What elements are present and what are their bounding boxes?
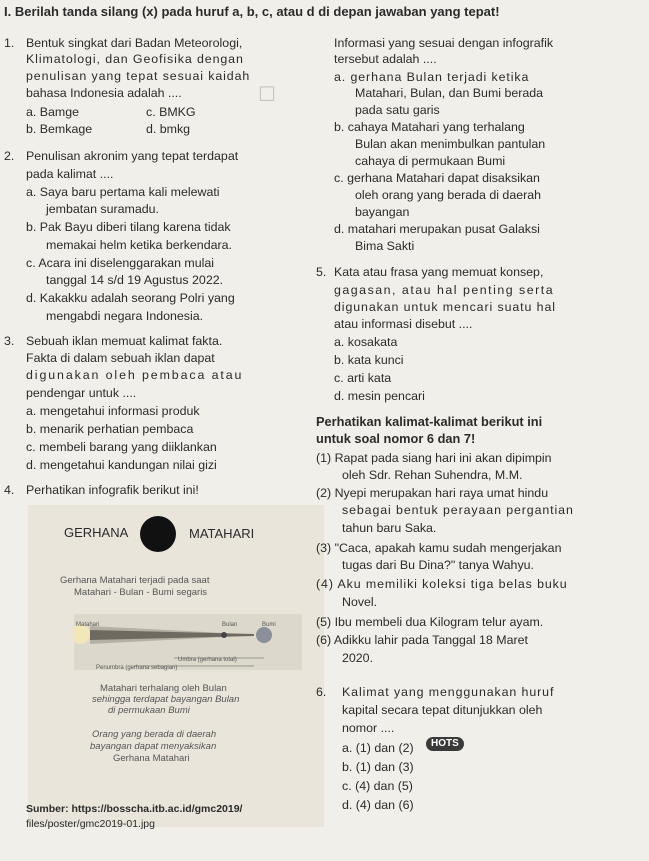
sentence-4-line2: Novel. <box>342 595 378 609</box>
sentence-6-line1: (6) Adikku lahir pada Tanggal 18 Maret <box>316 633 528 647</box>
label-umbra: Umbra (gerhana total) <box>178 657 237 663</box>
q5-stem-line1: Kata atau frasa yang memuat konsep, <box>334 265 544 279</box>
q5-stem-line2: gagasan, atau hal penting serta <box>334 283 555 297</box>
q3-option-a[interactable]: a. mengetahui informasi produk <box>26 404 200 418</box>
q2-option-c-line2: tanggal 14 s/d 19 Agustus 2022. <box>46 273 224 287</box>
q6-stem-line3: nomor .... <box>342 721 395 735</box>
q2-option-c-line1[interactable]: c. Acara ini diselenggarakan mulai <box>26 256 215 270</box>
q4-option-b-line1[interactable]: b. cahaya Matahari yang terhalang <box>334 120 525 134</box>
q3-stem-line3: digunakan oleh pembaca atau <box>26 368 244 382</box>
q6-option-d[interactable]: d. (4) dan (6) <box>342 798 414 812</box>
q2-option-d-line2: mengabdi negara Indonesia. <box>46 309 204 323</box>
sentence-1-line2: oleh Sdr. Rehan Suhendra, M.M. <box>342 468 523 482</box>
sentence-6-line2: 2020. <box>342 651 374 665</box>
section2-title-line2: untuk soal nomor 6 dan 7! <box>316 431 476 446</box>
q4-options-stem-line1: Informasi yang sesuai dengan infografik <box>334 36 554 50</box>
q3-stem-line2: Fakta di dalam sebuah iklan dapat <box>26 351 215 365</box>
q5-option-d[interactable]: d. mesin pencari <box>334 389 425 403</box>
q5-option-a[interactable]: a. kosakata <box>334 335 398 349</box>
q4-option-c-line2: oleh orang yang berada di daerah <box>355 188 542 202</box>
q2-stem-line2: pada kalimat .... <box>26 167 114 181</box>
instruction: I. Berilah tanda silang (x) pada huruf a, b, c, atau d di depan jawaban yang tepat! <box>4 4 500 19</box>
q1-option-c[interactable]: c. BMKG <box>146 105 196 119</box>
q1-option-d[interactable]: d. bmkg <box>146 122 191 136</box>
hots-badge: HOTS <box>426 737 464 751</box>
q4-option-a-line3: pada satu garis <box>355 103 440 117</box>
q4-option-a-line2: Matahari, Bulan, dan Bumi berada <box>355 86 544 100</box>
q2-option-b-line2: memakai helm ketika berkendara. <box>46 238 232 252</box>
q4-option-b-line2: Bulan akan menimbulkan pantulan <box>355 137 546 151</box>
sentence-2-line2: sebagai bentuk perayaan pergantian <box>342 503 574 517</box>
q5-stem-line4: atau informasi disebut .... <box>334 317 473 331</box>
q4-option-c-line1[interactable]: c. gerhana Matahari dapat disaksikan <box>334 171 540 185</box>
q3-option-d[interactable]: d. mengetahui kandungan nilai gizi <box>26 458 217 472</box>
infographic-note2-line2: bayangan dapat menyaksikan <box>90 741 217 752</box>
label-sun: Matahari <box>76 622 100 628</box>
q4-option-d-line2: Bima Sakti <box>355 239 415 253</box>
q1-stem-line4: bahasa Indonesia adalah .... <box>26 86 182 100</box>
label-moon: Bulan <box>222 622 238 628</box>
q6-number: 6. <box>316 685 327 699</box>
sentence-4-line1: (4) Aku memiliki koleksi tiga belas buku <box>316 577 568 591</box>
source-line2: files/poster/gmc2019-01.jpg <box>26 818 155 830</box>
q4-number: 4. <box>4 483 15 497</box>
q1-option-a[interactable]: a. Bamge <box>26 105 80 119</box>
infographic-title-left: GERHANA <box>64 525 129 540</box>
q5-number: 5. <box>316 265 327 279</box>
q3-option-c[interactable]: c. membeli barang yang diiklankan <box>26 440 217 454</box>
sentence-5: (5) Ibu membeli dua Kilogram telur ayam. <box>316 615 544 629</box>
q3-option-b[interactable]: b. menarik perhatian pembaca <box>26 422 194 436</box>
q6-option-c[interactable]: c. (4) dan (5) <box>342 779 413 793</box>
sentence-2-line3: tahun baru Saka. <box>342 521 437 535</box>
q4-option-d-line1[interactable]: d. matahari merupakan pusat Galaksi <box>334 222 540 236</box>
q1-number: 1. <box>4 36 15 50</box>
q1-stem-line3: penulisan yang tepat sesuai kaidah <box>26 69 251 83</box>
infographic-caption-line2: Matahari - Bulan - Bumi segaris <box>74 587 208 598</box>
infographic-note2-line3: Gerhana Matahari <box>113 753 190 764</box>
q4-stem: Perhatikan infografik berikut ini! <box>26 483 199 497</box>
section2-title-line1: Perhatikan kalimat-kalimat berikut ini <box>316 414 543 429</box>
sentence-3-line2: tugas dari Bu Dina?" tanya Wahyu. <box>342 558 534 572</box>
q2-stem-line1: Penulisan akronim yang tepat terdapat <box>26 149 239 163</box>
q3-number: 3. <box>4 334 15 348</box>
infographic-caption-line1: Gerhana Matahari terjadi pada saat <box>60 575 210 586</box>
q3-stem-line4: pendengar untuk .... <box>26 386 137 400</box>
q2-option-b-line1[interactable]: b. Pak Bayu diberi tilang karena tidak <box>26 220 231 234</box>
q2-option-d-line1[interactable]: d. Kakakku adalah seorang Polri yang <box>26 291 235 305</box>
q5-option-b[interactable]: b. kata kunci <box>334 353 404 367</box>
infographic-note1-line1: Matahari terhalang oleh Bulan <box>100 683 227 694</box>
q6-option-a[interactable]: a. (1) dan (2) <box>342 741 414 755</box>
q2-option-a-line2: jembatan suramadu. <box>46 202 159 216</box>
sentence-1-line1: (1) Rapat pada siang hari ini akan dipimpin <box>316 451 552 465</box>
q6-option-b[interactable]: b. (1) dan (3) <box>342 760 414 774</box>
q4-options-stem-line2: tersebut adalah .... <box>334 52 437 66</box>
q2-option-a-line1[interactable]: a. Saya baru pertama kali melewati <box>26 185 220 199</box>
q5-option-c[interactable]: c. arti kata <box>334 371 392 385</box>
infographic-note1-line3: di permukaan Bumi <box>108 705 190 716</box>
q3-stem-line1: Sebuah iklan memuat kalimat fakta. <box>26 334 223 348</box>
q1-option-b[interactable]: b. Bemkage <box>26 122 93 136</box>
q1-stem-line2: Klimatologi, dan Geofisika dengan <box>26 52 244 66</box>
q4-option-c-line3: bayangan <box>355 205 410 219</box>
source-line1: Sumber: https://bosscha.itb.ac.id/gmc2019/ <box>26 803 243 815</box>
q6-stem-line2: kapital secara tepat ditunjukkan oleh <box>342 703 543 717</box>
label-penumbra: Penumbra (gerhana sebagian) <box>96 665 178 671</box>
q1-stem-line1: Bentuk singkat dari Badan Meteorologi, <box>26 36 243 50</box>
sentence-2-line1: (2) Nyepi merupakan hari raya umat hindu <box>316 486 549 500</box>
infographic-title-right: MATAHARI <box>189 526 255 541</box>
bleed-through-mark: ☐ <box>258 84 276 106</box>
q5-stem-line3: digunakan untuk mencari suatu hal <box>334 300 556 314</box>
infographic-note1-line2: sehingga terdapat bayangan Bulan <box>92 694 240 705</box>
q4-option-b-line3: cahaya di permukaan Bumi <box>355 154 506 168</box>
label-earth: Bumi <box>262 622 276 628</box>
q2-number: 2. <box>4 149 15 163</box>
infographic-note2-line1: Orang yang berada di daerah <box>92 729 217 740</box>
moon-disc-icon <box>140 516 176 552</box>
q4-option-a-line1[interactable]: a. gerhana Bulan terjadi ketika <box>334 70 530 84</box>
q6-stem-line1: Kalimat yang menggunakan huruf <box>342 685 555 699</box>
sentence-3-line1: (3) "Caca, apakah kamu sudah mengerjakan <box>316 541 562 555</box>
